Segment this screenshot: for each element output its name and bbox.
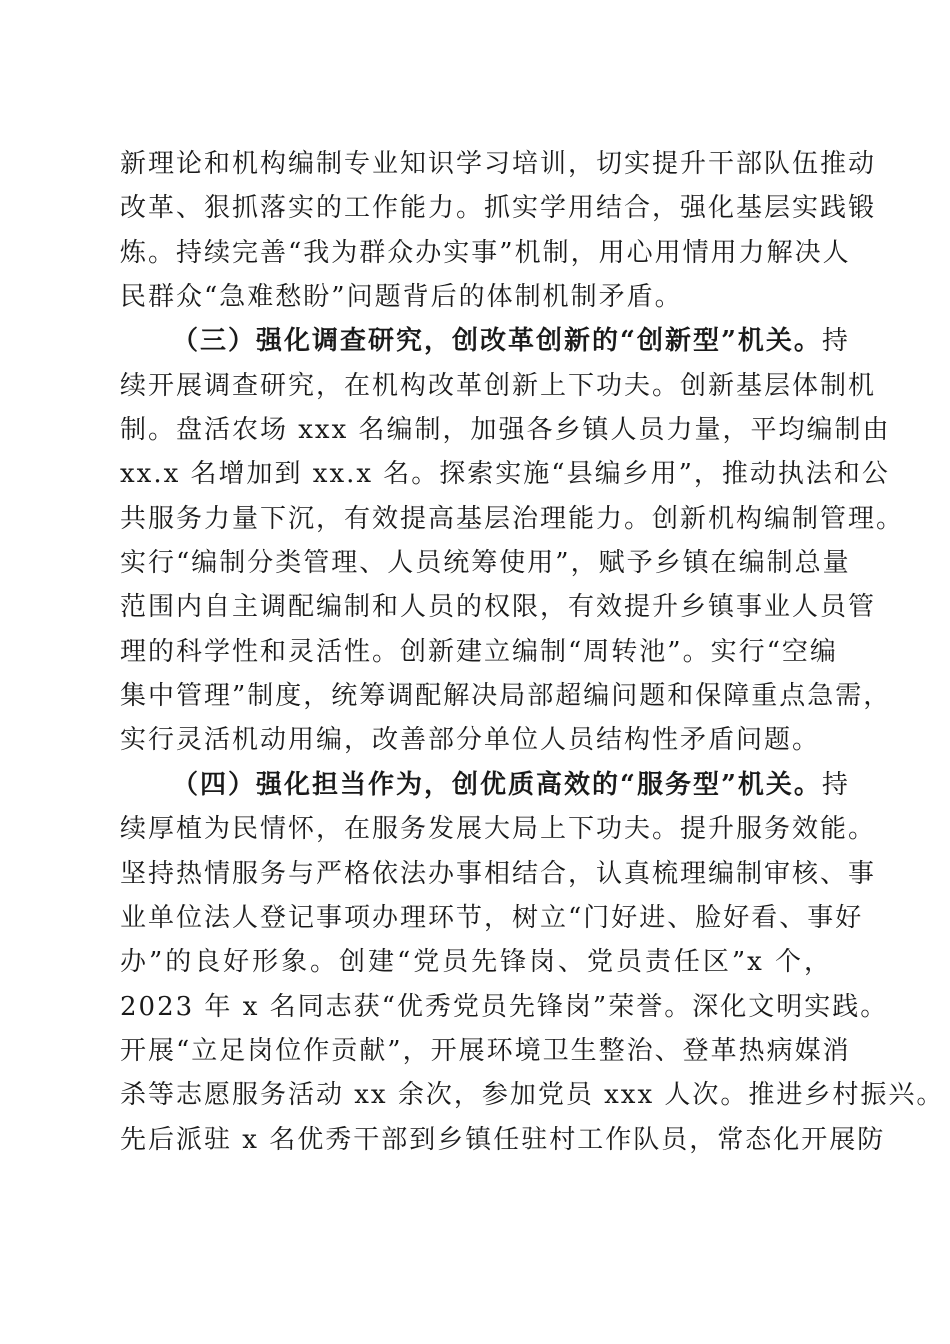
text-line: 2023 年 x 名同志获“优秀党员先锋岗”荣誉。深化文明实践。 bbox=[120, 991, 889, 1022]
document-body bbox=[120, 142, 945, 1162]
paragraph-2 bbox=[120, 319, 905, 762]
text-line: 范围内自主调配编制和人员的权限，有效提升乡镇事业人员管 bbox=[120, 592, 877, 623]
text-line: 开展“立足岗位作贡献”，开展环境卫生整治、登革热病媒消 bbox=[120, 1035, 851, 1066]
paragraph-1 bbox=[120, 142, 877, 319]
text-line: 实行“编制分类管理、人员统筹使用”，赋予乡镇在编制总量 bbox=[120, 548, 851, 579]
text-line: 共服务力量下沉，有效提高基层治理能力。创新机构编制管理。 bbox=[120, 503, 905, 534]
paragraph-3 bbox=[120, 763, 945, 1162]
text-line: 制。盘活农场 xxx 名编制，加强各乡镇人员力量，平均编制由 bbox=[120, 415, 891, 446]
text-line: 办”的良好形象。创建“党员先锋岗、党员责任区”x 个， bbox=[120, 947, 832, 978]
text-line: 杀等志愿服务活动 xx 余次，参加党员 xxx 人次。推进乡村振兴。 bbox=[120, 1080, 945, 1111]
text-line: 坚持热情服务与严格依法办事相结合，认真梳理编制审核、事 bbox=[120, 858, 877, 889]
text-line: 新理论和机构编制专业知识学习培训，切实提升干部队伍推动 bbox=[120, 149, 877, 179]
text-line: 业单位法人登记事项办理环节，树立“门好进、脸好看、事好 bbox=[120, 902, 864, 933]
text-line: 实行灵活机动用编，改善部分单位人员结构性矛盾问题。 bbox=[120, 725, 821, 756]
heading-line-continuation: 持 bbox=[821, 326, 850, 357]
text-line: 炼。持续完善“我为群众办实事”机制，用心用情用力解决人 bbox=[120, 237, 851, 268]
text-line: 集中管理”制度，统筹调配解决局部超编问题和保障重点急需， bbox=[120, 681, 892, 712]
text-line: 续开展调查研究，在机构改革创新上下功夫。创新基层体制机 bbox=[120, 370, 877, 401]
text-line: 理的科学性和灵活性。创新建立编制“周转池”。实行“空编 bbox=[120, 636, 838, 667]
heading-line-continuation: 持 bbox=[821, 769, 850, 800]
text-line: 先后派驻 x 名优秀干部到乡镇任驻村工作队员，常态化开展防 bbox=[120, 1124, 886, 1155]
section-heading-four: （四）强化担当作为，创优质高效的“服务型”机关。 bbox=[172, 769, 822, 800]
paragraph-heading-line bbox=[120, 319, 850, 363]
text-line: xx.x 名增加到 xx.x 名。探索实施“县编乡用”，推动执法和公 bbox=[120, 459, 890, 490]
text-line: 改革、狠抓落实的工作能力。抓实学用结合，强化基层实践锻 bbox=[120, 193, 877, 224]
paragraph-heading-line bbox=[120, 763, 850, 807]
text-line: 续厚植为民情怀，在服务发展大局上下功夫。提升服务效能。 bbox=[120, 814, 877, 845]
section-heading-three: （三）强化调查研究，创改革创新的“创新型”机关。 bbox=[172, 326, 822, 357]
text-line: 民群众“急难愁盼”问题背后的体制机制矛盾。 bbox=[120, 282, 683, 313]
